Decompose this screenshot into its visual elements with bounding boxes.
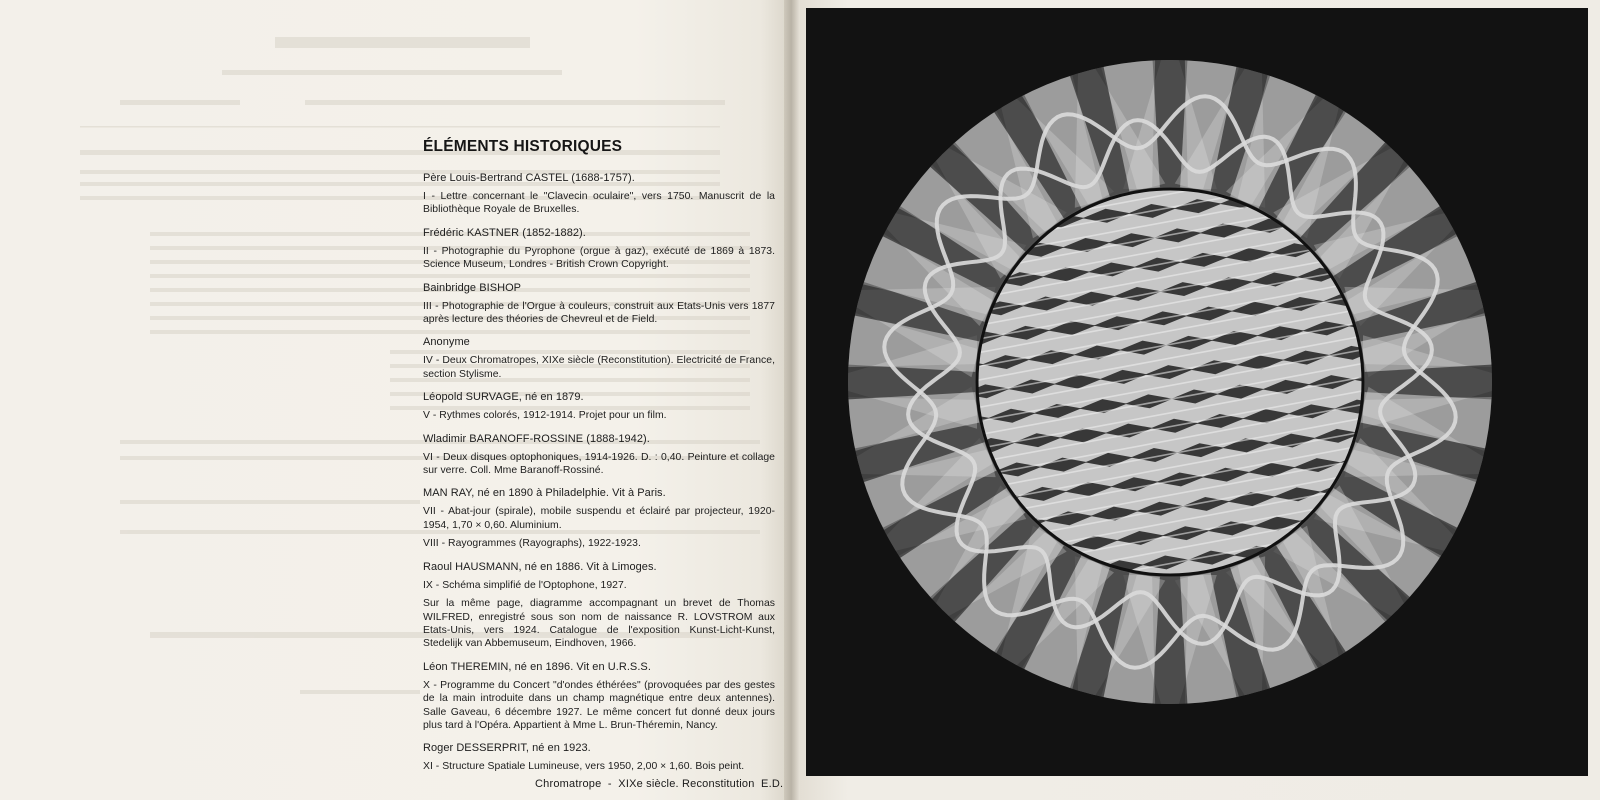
entry-artist: Père Louis-Bertrand CASTEL (1688-1757). [423, 172, 635, 184]
catalogue-entry [423, 171, 775, 217]
entry-artist: Léopold SURVAGE, né en 1879. [423, 391, 584, 404]
entry-work: IX - Schéma simplifié de l'Optophone, 1927. [423, 579, 627, 591]
entry-work: V - Rythmes colorés, 1912-1914. Projet pour un film. [423, 410, 667, 422]
caption-text: Chromatrope - XIXe siècle. Reconstitution E.D. [535, 778, 784, 790]
entry-artist: Raoul HAUSMANN, né en 1886. Vit à Limoges. [423, 560, 657, 573]
catalogue-entry [423, 560, 775, 651]
catalogue-entry [423, 741, 775, 773]
catalogue-entry [423, 486, 775, 550]
catalogue-entry [423, 390, 775, 422]
entry-work: Sur la même page, diagramme accompagnant un brevet de Thomas WILFRED, enregistré sous son nom de naissance R. LOVSTROM aux Etats-Unis, vers 1924. Catalogue de l'exposition Kunst-Licht-Kunst, Stedelijk van Abbemuseum, Eindhoven, 1966. [423, 598, 775, 650]
catalogue-entry [423, 335, 775, 381]
entry-artist: Léon THEREMIN, né en 1896. Vit en U.R.S.S. [423, 660, 651, 673]
entries-list [423, 171, 775, 774]
entry-work: VII - Abat-jour (spirale), mobile suspendu et éclairé par projecteur, 1920-1954, 1,70 × 0,60. Aluminium. [423, 506, 775, 531]
catalogue-entry [423, 660, 775, 733]
book-gutter [784, 0, 800, 800]
catalogue-entry [423, 432, 775, 478]
entry-artist: MAN RAY, né en 1890 à Philadelphie. Vit à Paris. [423, 487, 666, 500]
historical-elements-section [423, 138, 775, 783]
catalogue-entry [423, 281, 775, 327]
left-page [0, 0, 792, 800]
entry-artist: Frédéric KASTNER (1852-1882). [423, 226, 586, 239]
entry-work: III - Photographie de l'Orgue à couleurs, construit aux Etats-Unis vers 1877 après lecture des théories de Chevreul et de Field. [423, 300, 775, 326]
entry-work: II - Photographie du Pyrophone (orgue à gaz), exécuté de 1869 à 1873. Science Museum, Londres - British Crown Copyright. [423, 245, 775, 271]
entry-artist: Roger DESSERPRIT, né en 1923. [423, 742, 591, 755]
figure-caption [535, 778, 783, 790]
entry-work: I - Lettre concernant le "Clavecin oculaire", vers 1750. Manuscrit de la Bibliothèque Royale de Bruxelles. [423, 191, 775, 216]
section-heading: ÉLÉMENTS HISTORIQUES [423, 138, 623, 155]
entry-artist: Anonyme [423, 336, 470, 349]
entry-work: X - Programme du Concert "d'ondes éthérées" (provoquées par des gestes de la main introduite dans un champ magnétique entre deux antennes). Salle Gaveau, 6 décembre 1927. Le même concert fut donné deux jours plus tard à l'Opéra. Appartient à Mme L. Brun-Théremin, Nancy. [423, 679, 775, 731]
catalogue-entry [423, 226, 775, 272]
entry-work: XI - Structure Spatiale Lumineuse, vers 1950, 2,00 × 1,60. Bois peint. [423, 761, 745, 773]
chromatrope-image [806, 8, 1588, 776]
entry-work: IV - Deux Chromatropes, XIXe siècle (Reconstitution). Electricité de France, section Stylisme. [423, 355, 775, 380]
entry-work: VI - Deux disques optophoniques, 1914-1926. D. : 0,40. Peinture et collage sur verre. Coll. Mme Baranoff-Rossiné. [423, 451, 775, 477]
chromatrope-plate [806, 8, 1588, 776]
entry-artist: Wladimir BARANOFF-ROSSINE (1888-1942). [423, 432, 650, 445]
entry-work: VIII - Rayogrammes (Rayographs), 1922-1923. [423, 538, 641, 550]
entry-artist: Bainbridge BISHOP [423, 281, 522, 294]
